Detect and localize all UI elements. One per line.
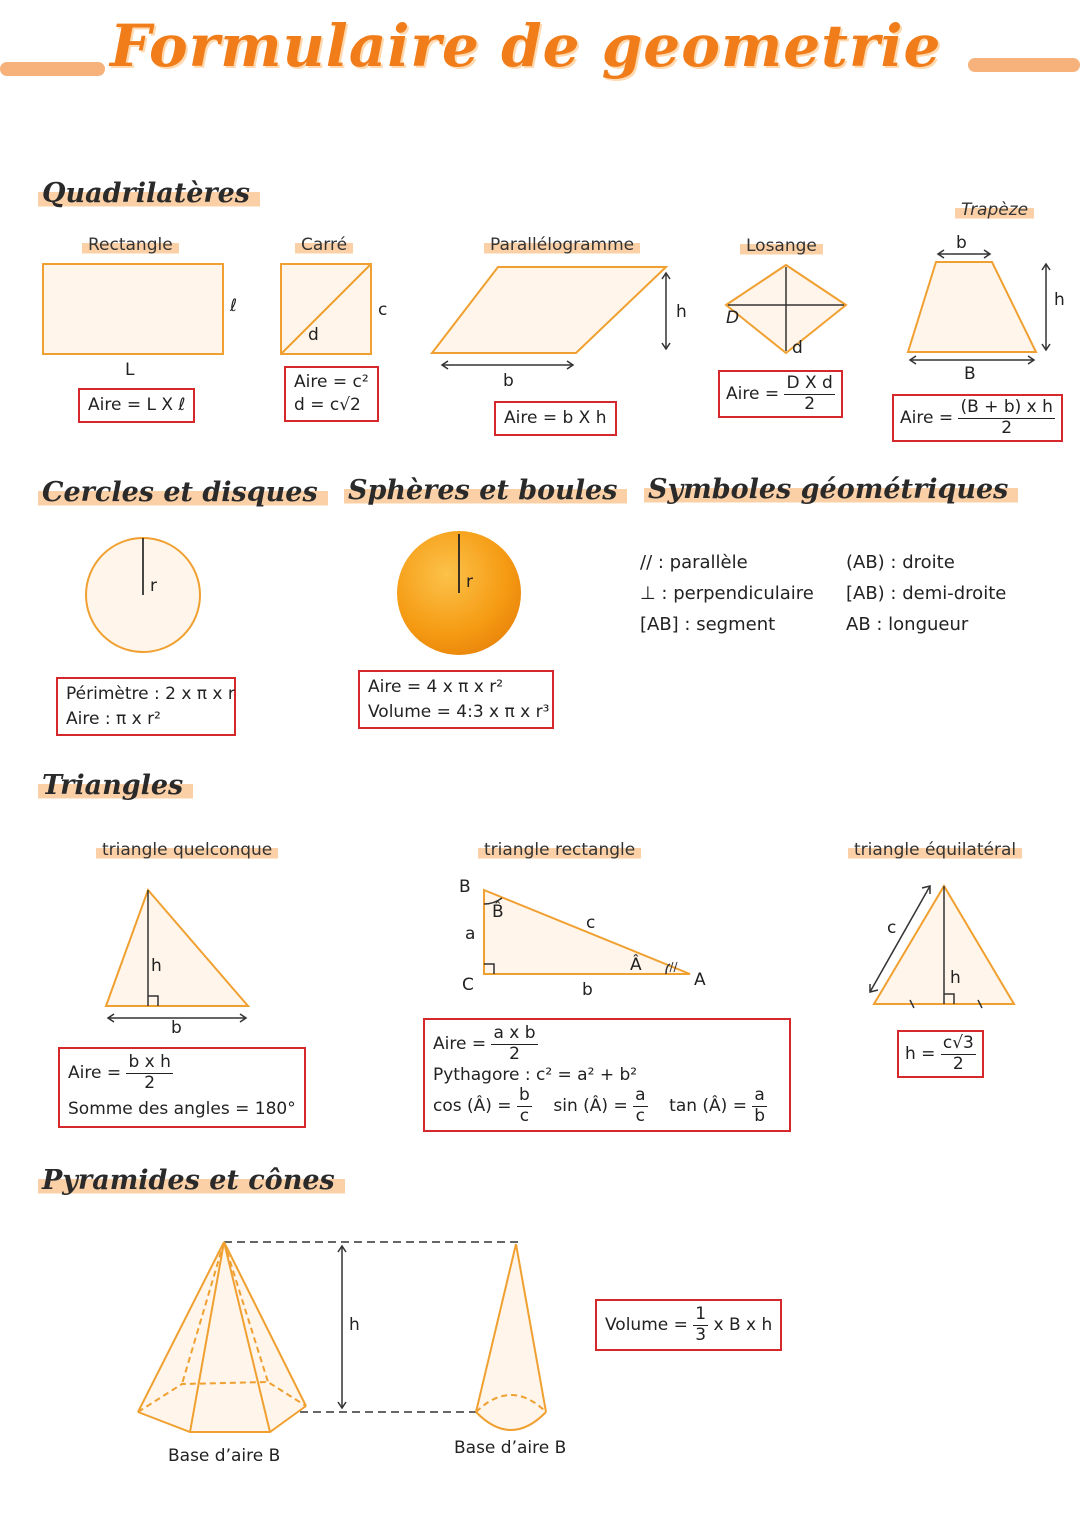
tq-den: 2 xyxy=(144,1072,156,1093)
tr-label-Bangle: B̂ xyxy=(492,902,504,922)
symbole-longueur: AB : longueur xyxy=(846,614,969,635)
heading-quadrilateres: Quadrilatères xyxy=(38,178,260,209)
parallelogramme-shape xyxy=(428,263,698,388)
pyr-fraction xyxy=(693,1305,708,1345)
tr-tan-den: b xyxy=(754,1105,765,1126)
losange-formula-prefix: Aire = xyxy=(726,384,780,405)
heading-triangles: Triangles xyxy=(38,770,193,801)
heading-cercles: Cercles et disques xyxy=(38,477,328,508)
tq-aire-prefix: Aire = xyxy=(68,1063,122,1084)
tq-aire-fraction xyxy=(126,1053,172,1093)
tq-num: b x h xyxy=(128,1052,171,1072)
triangle-rectangle-title: triangle rectangle xyxy=(478,840,641,860)
pyramide-shape xyxy=(138,1242,306,1432)
carre-label-c: c xyxy=(378,300,388,320)
tr-aire-num: a x b xyxy=(493,1023,536,1043)
pyr-num: 1 xyxy=(695,1304,707,1324)
triangle-equilateral-shape xyxy=(864,880,1024,1015)
pyr-den: 3 xyxy=(695,1324,707,1345)
trapeze-num: (B + b) x h xyxy=(960,397,1053,417)
tr-label-b: b xyxy=(582,980,593,1000)
te-prefix: h = xyxy=(905,1044,936,1065)
te-fraction xyxy=(941,1034,976,1074)
parallelogramme-label-h: h xyxy=(676,302,687,322)
heading-symboles: Symboles géométriques xyxy=(644,474,1018,505)
losange-title: Losange xyxy=(740,236,823,256)
parallelogramme-title: Parallélogramme xyxy=(484,235,640,255)
cone-shape xyxy=(476,1244,546,1430)
tr-aire xyxy=(433,1024,781,1064)
rectangle-label-L: L xyxy=(125,360,135,380)
carre-formula-aire: Aire = c² xyxy=(294,372,369,392)
triangle-quelconque-title: triangle quelconque xyxy=(96,840,278,860)
pyr-prefix: Volume = xyxy=(605,1315,688,1336)
triangle-quelconque-label-b: b xyxy=(171,1018,182,1038)
losange-den: 2 xyxy=(804,393,816,414)
symbole-demi-droite: [AB) : demi-droite xyxy=(846,583,1007,604)
pyramide-cone-shapes xyxy=(130,1236,560,1436)
parallelogramme-label-b: b xyxy=(503,371,514,391)
spheres-formula xyxy=(358,670,554,729)
heading-pyramides: Pyramides et cônes xyxy=(38,1165,345,1196)
carre-formula xyxy=(284,366,379,422)
losange-label-D: D xyxy=(726,308,740,328)
tr-aire-fraction xyxy=(491,1024,537,1064)
disque-label-r: r xyxy=(150,576,157,596)
cercles-formula-perimetre: Périmètre : 2 x π x r xyxy=(66,684,235,704)
losange-formula-fraction xyxy=(784,374,834,414)
tr-label-a: a xyxy=(465,924,476,944)
losange-label-d: d xyxy=(792,338,803,358)
pyramides-formula xyxy=(595,1299,782,1351)
tr-cos-den: c xyxy=(519,1105,530,1126)
disque-shape xyxy=(84,536,202,654)
trapeze-label-b: b xyxy=(956,233,967,253)
trapeze-formula-prefix: Aire = xyxy=(900,408,954,429)
trapeze-label-B: B xyxy=(964,364,976,384)
pyr-suffix: x B x h xyxy=(713,1315,773,1336)
pyramide-label-h: h xyxy=(349,1315,360,1335)
title-bar-left xyxy=(0,62,105,76)
trapeze-shape xyxy=(900,240,1060,365)
pyramide-base-label: Base d’aire B xyxy=(168,1446,281,1466)
boule-shape xyxy=(396,530,522,656)
te-den: 2 xyxy=(952,1053,964,1074)
title-bar-right xyxy=(968,58,1080,72)
triangle-equilateral-formula xyxy=(897,1030,984,1078)
tr-tan-prefix: tan (Â) = xyxy=(669,1096,747,1117)
trapeze-formula xyxy=(892,394,1063,442)
cone-base-label: Base d’aire B xyxy=(454,1438,567,1458)
trapeze-label-h: h xyxy=(1054,290,1065,310)
losange-shape xyxy=(724,263,848,355)
tr-sin-fraction xyxy=(633,1086,647,1126)
symbole-parallele: // : parallèle xyxy=(640,552,748,573)
boule-label-r: r xyxy=(466,572,473,592)
tr-trigo xyxy=(433,1086,781,1126)
te-num: c√3 xyxy=(942,1033,974,1053)
triangle-quelconque-formula xyxy=(58,1047,306,1128)
tr-sin-num: a xyxy=(635,1085,646,1106)
losange-num: D X d xyxy=(786,373,833,393)
heading-spheres: Sphères et boules xyxy=(344,475,627,506)
tr-label-Aangle: Â xyxy=(630,955,642,975)
triangle-rectangle-formula xyxy=(423,1018,791,1132)
triangle-quelconque-label-h: h xyxy=(151,956,162,976)
tr-tan-fraction xyxy=(752,1086,766,1126)
triangle-quelconque-shape xyxy=(100,886,255,1026)
symbole-perpendiculaire: ⊥ : perpendiculaire xyxy=(640,583,814,604)
symbole-droite: (AB) : droite xyxy=(846,552,955,573)
triangle-quelconque-angles: Somme des angles = 180° xyxy=(68,1099,296,1120)
tr-tan-num: a xyxy=(754,1085,765,1106)
tr-aire-den: 2 xyxy=(509,1043,520,1064)
te-label-c: c xyxy=(887,918,897,938)
tr-label-A: A xyxy=(694,970,706,990)
trapeze-den: 2 xyxy=(1001,417,1013,438)
cercles-formula xyxy=(56,677,236,736)
triangle-equilateral-title: triangle équilatéral xyxy=(848,840,1022,860)
trapeze-title: Trapèze xyxy=(955,200,1034,220)
trapeze-formula-fraction xyxy=(958,398,1054,438)
tr-label-B: B xyxy=(459,877,471,897)
spheres-formula-volume: Volume = 4:3 x π x r³ xyxy=(368,701,550,722)
triangle-quelconque-aire xyxy=(68,1053,296,1093)
carre-shape xyxy=(280,263,372,355)
symboles-left-list xyxy=(640,547,814,640)
rectangle-formula: Aire = L X ℓ xyxy=(78,388,195,423)
page-title: Formulaire de geometrie xyxy=(110,12,942,80)
carre-label-d: d xyxy=(308,325,319,345)
tr-pythagore: Pythagore : c² = a² + b² xyxy=(433,1065,638,1086)
tr-label-c: c xyxy=(586,913,596,933)
losange-formula xyxy=(718,370,843,418)
te-label-h: h xyxy=(950,968,961,988)
tr-cos-prefix: cos (Â) = xyxy=(433,1096,512,1117)
tr-aire-prefix: Aire = xyxy=(433,1034,487,1055)
tr-sin-prefix: sin (Â) = xyxy=(553,1096,628,1117)
carre-formula-diagonale: d = c√2 xyxy=(294,394,361,415)
carre-title: Carré xyxy=(295,235,353,255)
tr-cos-num: b xyxy=(518,1085,530,1106)
rectangle-shape xyxy=(42,263,224,355)
parallelogramme-formula: Aire = b X h xyxy=(494,401,617,436)
rectangle-label-l: ℓ xyxy=(230,296,238,316)
spheres-formula-aire: Aire = 4 x π x r² xyxy=(368,677,504,697)
tr-label-C: C xyxy=(462,975,474,995)
symboles-right-list xyxy=(846,547,1006,640)
rectangle-title: Rectangle xyxy=(82,235,179,255)
tr-cos-fraction xyxy=(517,1086,532,1126)
symbole-segment: [AB] : segment xyxy=(640,614,776,635)
tr-sin-den: c xyxy=(635,1105,645,1126)
cercles-formula-aire: Aire : π x r² xyxy=(66,708,161,729)
